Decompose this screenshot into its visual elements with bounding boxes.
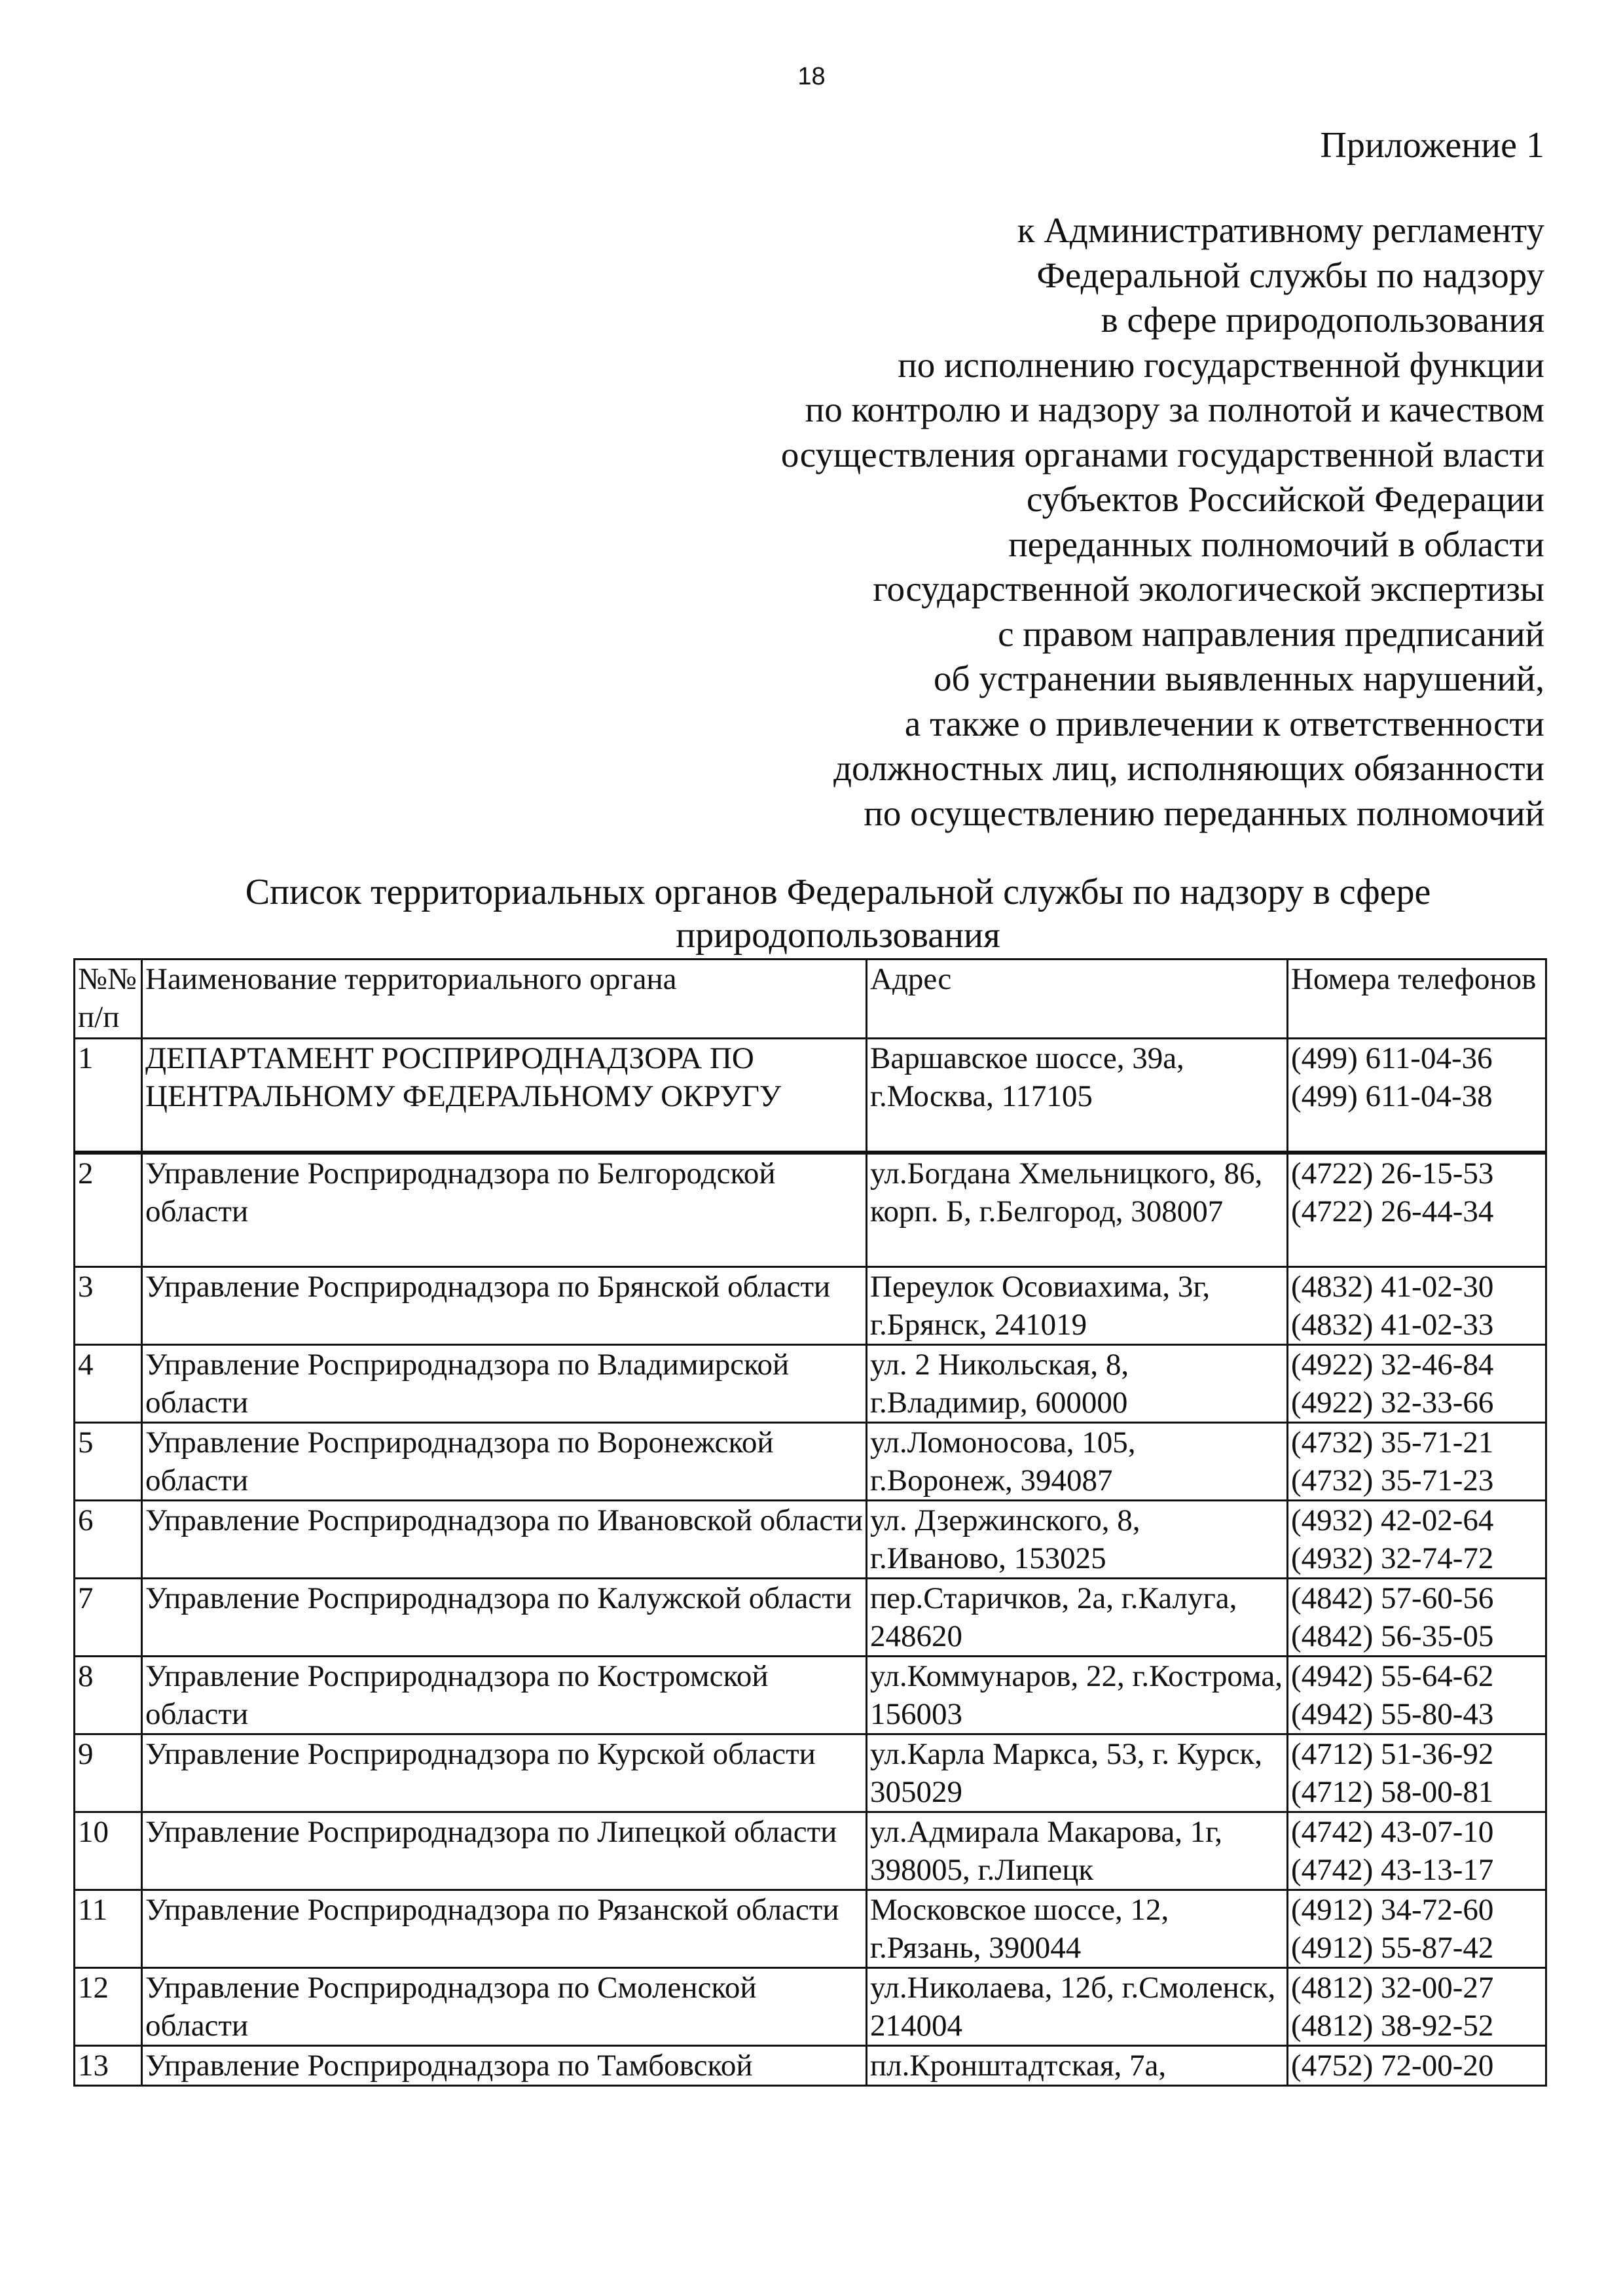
table-row bbox=[75, 1267, 1546, 1345]
row-name: Управление Росприроднадзора по Курской области bbox=[142, 1734, 867, 1812]
row-number: 1 bbox=[75, 1039, 142, 1153]
phone: (4812) 32-00-27 bbox=[1291, 1971, 1494, 2005]
table-row bbox=[75, 1657, 1546, 1734]
row-number: 9 bbox=[75, 1734, 142, 1812]
row-name: Управление Росприроднадзора по Воронежской области bbox=[142, 1423, 867, 1501]
table-row bbox=[75, 1039, 1546, 1153]
row-address: пл.Кронштадтская, 7а, bbox=[867, 2046, 1288, 2086]
appendix-line: по исполнению государственной функции bbox=[898, 344, 1544, 385]
phone: (4732) 35-71-23 bbox=[1291, 1463, 1494, 1498]
appendix-line: в сфере природопользования bbox=[1101, 300, 1544, 340]
row-name: Управление Росприроднадзора по Брянской области bbox=[142, 1267, 867, 1345]
phone: (4932) 32-74-72 bbox=[1291, 1541, 1494, 1575]
row-name: ДЕПАРТАМЕНТ РОСПРИРОДНАДЗОРА ПО ЦЕНТРАЛЬНОМУ ФЕДЕРАЛЬНОМУ ОКРУГУ bbox=[142, 1039, 867, 1153]
table-header-row bbox=[75, 960, 1546, 1039]
row-address: ул. 2 Никольская, 8, г.Владимир, 600000 bbox=[867, 1345, 1288, 1423]
row-phones bbox=[1288, 1734, 1546, 1812]
row-name: Управление Росприроднадзора по Ивановской области bbox=[142, 1501, 867, 1579]
row-address: пер.Старичков, 2а, г.Калуга, 248620 bbox=[867, 1579, 1288, 1657]
row-address: ул. Дзержинского, 8, г.Иваново, 153025 bbox=[867, 1501, 1288, 1579]
row-phones bbox=[1288, 1039, 1546, 1153]
appendix-line: Федеральной службы по надзору bbox=[1036, 255, 1544, 295]
appendix-line: должностных лиц, исполняющих обязанности bbox=[833, 748, 1544, 788]
phone: (4912) 55-87-42 bbox=[1291, 1931, 1494, 1965]
row-phones bbox=[1288, 1890, 1546, 1968]
row-name: Управление Росприроднадзора по Костромской области bbox=[142, 1657, 867, 1734]
header-phones: Номера телефонов bbox=[1288, 960, 1546, 1039]
appendix-line: субъектов Российской Федерации bbox=[1026, 479, 1544, 519]
appendix-subtitle bbox=[781, 208, 1544, 836]
row-number: 7 bbox=[75, 1579, 142, 1657]
row-address: Варшавское шоссе, 39а, г.Москва, 117105 bbox=[867, 1039, 1288, 1153]
header-number: №№ п/п bbox=[75, 960, 142, 1039]
table-row bbox=[75, 1423, 1546, 1501]
table-row bbox=[75, 1345, 1546, 1423]
phone: (4922) 32-33-66 bbox=[1291, 1386, 1494, 1420]
row-name: Управление Росприроднадзора по Смоленской области bbox=[142, 1968, 867, 2046]
row-number: 4 bbox=[75, 1345, 142, 1423]
table-row bbox=[75, 1812, 1546, 1890]
row-number: 6 bbox=[75, 1501, 142, 1579]
row-phones bbox=[1288, 1267, 1546, 1345]
appendix-line: с правом направления предписаний bbox=[998, 613, 1544, 654]
phone: (499) 611-04-36 bbox=[1291, 1041, 1493, 1075]
table-row bbox=[75, 1890, 1546, 1968]
phone: (4722) 26-44-34 bbox=[1291, 1194, 1494, 1229]
table-row bbox=[75, 1968, 1546, 2046]
row-phones bbox=[1288, 1153, 1546, 1267]
row-number: 11 bbox=[75, 1890, 142, 1968]
row-address: ул.Ломоносова, 105, г.Воронеж, 394087 bbox=[867, 1423, 1288, 1501]
phone: (4722) 26-15-53 bbox=[1291, 1157, 1494, 1191]
phone: (4752) 72-00-20 bbox=[1291, 2049, 1494, 2083]
row-address: ул.Адмирала Макарова, 1г, 398005, г.Липецк bbox=[867, 1812, 1288, 1890]
appendix-line: по осуществлению переданных полномочий bbox=[864, 793, 1544, 833]
page-number: 18 bbox=[797, 63, 826, 90]
phone: (4942) 55-64-62 bbox=[1291, 1659, 1494, 1693]
table-row bbox=[75, 1579, 1546, 1657]
row-name: Управление Росприроднадзора по Тамбовской bbox=[142, 2046, 867, 2086]
row-name: Управление Росприроднадзора по Владимирской области bbox=[142, 1345, 867, 1423]
row-name: Управление Росприроднадзора по Белгородской области bbox=[142, 1153, 867, 1267]
row-phones bbox=[1288, 1657, 1546, 1734]
appendix-line: переданных полномочий в области bbox=[1008, 524, 1544, 564]
appendix-line: к Административному регламенту bbox=[1017, 210, 1544, 250]
table-row bbox=[75, 1153, 1546, 1267]
phone: (4842) 57-60-56 bbox=[1291, 1581, 1494, 1615]
table-row bbox=[75, 1734, 1546, 1812]
row-number: 13 bbox=[75, 2046, 142, 2086]
phone: (499) 611-04-38 bbox=[1291, 1079, 1493, 1113]
row-number: 12 bbox=[75, 1968, 142, 2046]
row-phones bbox=[1288, 1812, 1546, 1890]
phone: (4912) 34-72-60 bbox=[1291, 1893, 1494, 1927]
row-number: 5 bbox=[75, 1423, 142, 1501]
phone: (4742) 43-13-17 bbox=[1291, 1853, 1494, 1887]
row-number: 3 bbox=[75, 1267, 142, 1345]
row-name: Управление Росприроднадзора по Калужской области bbox=[142, 1579, 867, 1657]
appendix-line: по контролю и надзору за полнотой и качеством bbox=[805, 389, 1544, 429]
appendix-line: а также о привлечении к ответственности bbox=[904, 703, 1544, 744]
table-row bbox=[75, 1501, 1546, 1579]
row-address: ул.Николаева, 12б, г.Смоленск, 214004 bbox=[867, 1968, 1288, 2046]
row-name: Управление Росприроднадзора по Рязанской области bbox=[142, 1890, 867, 1968]
row-phones bbox=[1288, 1501, 1546, 1579]
appendix-line: государственной экологической экспертизы bbox=[873, 569, 1544, 609]
phone: (4712) 51-36-92 bbox=[1291, 1737, 1494, 1771]
row-address: ул.Коммунаров, 22, г.Кострома, 156003 bbox=[867, 1657, 1288, 1734]
row-address: Московское шоссе, 12, г.Рязань, 390044 bbox=[867, 1890, 1288, 1968]
row-phones bbox=[1288, 1345, 1546, 1423]
row-number: 2 bbox=[75, 1153, 142, 1267]
row-phones bbox=[1288, 2046, 1546, 2086]
row-phones bbox=[1288, 1579, 1546, 1657]
phone: (4942) 55-80-43 bbox=[1291, 1697, 1494, 1731]
row-address: Переулок Осовиахима, 3г, г.Брянск, 241019 bbox=[867, 1267, 1288, 1345]
row-number: 8 bbox=[75, 1657, 142, 1734]
offices-table bbox=[73, 958, 1547, 2087]
phone: (4842) 56-35-05 bbox=[1291, 1619, 1494, 1653]
phone: (4732) 35-71-21 bbox=[1291, 1426, 1494, 1460]
phone: (4812) 38-92-52 bbox=[1291, 2009, 1494, 2043]
phone: (4932) 42-02-64 bbox=[1291, 1503, 1494, 1537]
row-address: ул.Карла Маркса, 53, г. Курск, 305029 bbox=[867, 1734, 1288, 1812]
header-address: Адрес bbox=[867, 960, 1288, 1039]
row-phones bbox=[1288, 1968, 1546, 2046]
row-name: Управление Росприроднадзора по Липецкой области bbox=[142, 1812, 867, 1890]
phone: (4832) 41-02-33 bbox=[1291, 1308, 1494, 1342]
appendix-title: Приложение 1 bbox=[1320, 125, 1544, 166]
phone: (4922) 32-46-84 bbox=[1291, 1348, 1494, 1382]
list-title: Список территориальных органов Федеральной службы по надзору в сфере природопользования bbox=[245, 872, 1431, 956]
appendix-line: об устранении выявленных нарушений, bbox=[934, 658, 1544, 698]
appendix-line: осуществления органами государственной власти bbox=[780, 434, 1544, 475]
row-phones bbox=[1288, 1423, 1546, 1501]
table-row bbox=[75, 2046, 1546, 2086]
phone: (4712) 58-00-81 bbox=[1291, 1775, 1494, 1809]
row-number: 10 bbox=[75, 1812, 142, 1890]
header-name: Наименование территориального органа bbox=[142, 960, 867, 1039]
phone: (4742) 43-07-10 bbox=[1291, 1815, 1494, 1849]
phone: (4832) 41-02-30 bbox=[1291, 1270, 1494, 1304]
row-address: ул.Богдана Хмельницкого, 86, корп. Б, г.Белгород, 308007 bbox=[867, 1153, 1288, 1267]
